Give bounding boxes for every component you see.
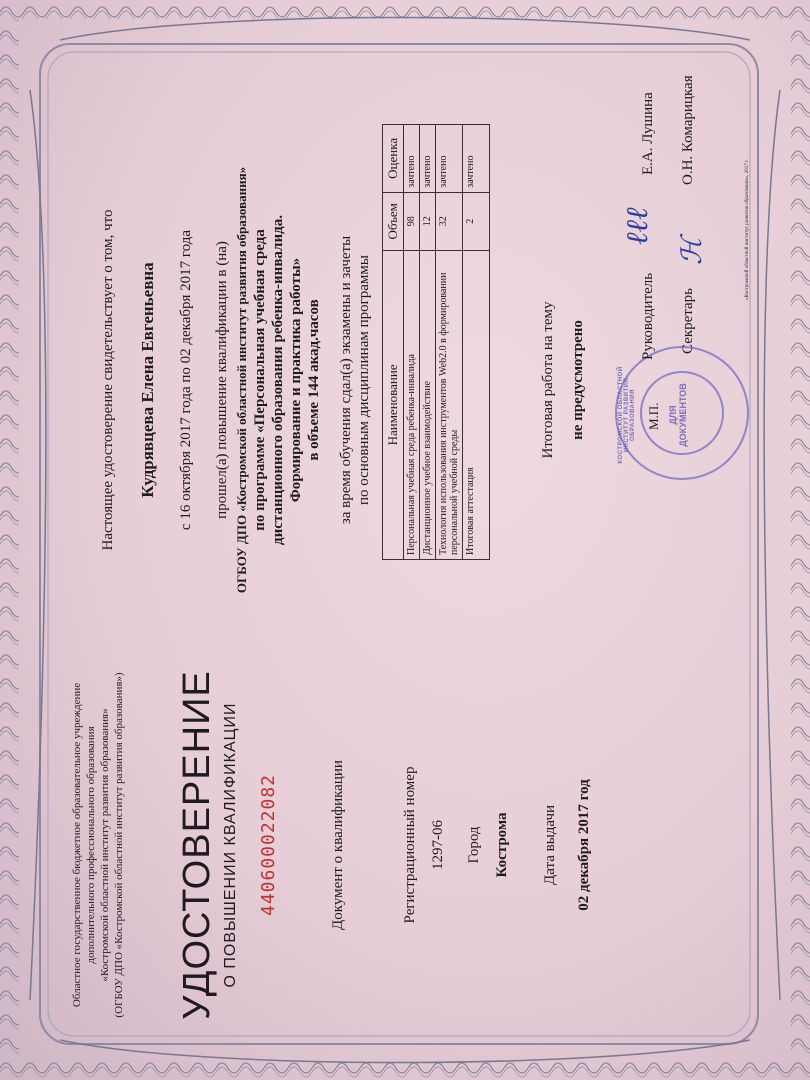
city-value: Кострома: [494, 812, 510, 878]
institution-line-1: Областное государственное бюджетное образовательное учреждение: [71, 682, 83, 1008]
row-name: Дистанционное учебное взаимодействие: [420, 250, 436, 559]
table-row: [463, 125, 490, 560]
period: с 16 октября 2017 года по 02 декабря 2017 года: [178, 229, 194, 531]
secretary-name: О.Н. Комарицкая: [680, 75, 696, 185]
issue-date: 02 декабря 2017 год: [576, 779, 592, 911]
program-line-3: Формирование и практика работы»: [288, 257, 304, 503]
reg-number: 1297-06: [430, 820, 446, 870]
exams-line-1: за время обучения сдал(а) экзамены и зачеты: [338, 235, 354, 525]
row-volume: 32: [436, 192, 463, 250]
document-title: УДОСТОВЕРЕНИЕ: [176, 670, 218, 1020]
document-subtitle: О ПОВЫШЕНИИ КВАЛИФИКАЦИИ: [222, 702, 239, 988]
table-header-volume: Объем: [383, 192, 404, 250]
seal-ring-text: КОСТРОМСКОЙ ОБЛАСТНОЙ ИНСТИТУТ РАЗВИТИЯ ОБРАЗОВАНИЯ: [618, 366, 636, 464]
serial-number: 440600022082: [258, 773, 279, 917]
table-row: [404, 125, 420, 560]
secretary-signature: ℋ: [675, 237, 708, 265]
mp-label: М.П.: [646, 402, 661, 430]
row-name: Персональная учебная среда ребенка-инвалида: [404, 250, 420, 559]
printer-note: «Костромской областной институт развития образования», 2017 г.: [745, 159, 750, 300]
organization: ОГБОУ ДПО «Костромской областной институт развития образования»: [234, 166, 249, 594]
secretary-label: Секретарь: [680, 287, 696, 354]
program-line-2: дистанционного образования ребенка-инвалида.: [270, 215, 286, 545]
issue-label: Дата выдачи: [542, 804, 558, 886]
row-volume: 12: [420, 192, 436, 250]
table-row: [420, 125, 436, 560]
final-work-value: не предусмотрено: [570, 320, 586, 440]
head-signature: ℓℓℓ: [620, 207, 655, 245]
exams-line-2: по основным дисциплинам программы: [356, 254, 372, 506]
doc-label: Документ о квалификации: [330, 760, 346, 930]
institution-line-3: «Костромской областной институт развития образования»: [99, 708, 111, 982]
seal-center-text: ДЛЯ ДОКУМЕНТОВ: [668, 383, 688, 447]
person-name: Кудрявцева Елена Евгеньевна: [138, 262, 157, 498]
table-header-name: Наименование: [383, 250, 404, 559]
table-row: [436, 125, 463, 560]
row-grade: зачтено: [436, 125, 463, 193]
program-volume: в объеме 144 акад.часов: [306, 299, 322, 461]
table-header-row: [383, 125, 404, 560]
final-work-label: Итоговая работа на тему: [540, 301, 556, 459]
row-volume: 2: [463, 192, 490, 250]
row-volume: 98: [404, 192, 420, 250]
head-name: Е.А. Лушина: [640, 92, 656, 175]
subjects-table: [382, 124, 490, 560]
row-name: Технология использования инструментов Web2.0 в формировании персональной учебной среды: [436, 250, 463, 559]
reg-label: Регистрационный номер: [402, 766, 418, 924]
row-grade: зачтено: [420, 125, 436, 193]
program-line-1: по программе «Персональная учебная среда: [252, 229, 268, 531]
row-grade: зачтено: [463, 125, 490, 193]
city-label: Город: [466, 826, 482, 864]
table-header-grade: Оценка: [383, 125, 404, 193]
head-label: Руководитель: [640, 272, 656, 360]
institution-line-4: (ОГБОУ ДПО «Костромской областной институт развития образования»): [113, 672, 125, 1018]
row-grade: зачтено: [404, 125, 420, 193]
row-name: Итоговая аттестация: [463, 250, 490, 559]
intro-text: Настоящее удостоверение свидетельствует о том, что: [100, 209, 116, 551]
passed-text: прошел(а) повышение квалификации в (на): [214, 241, 230, 519]
institution-line-2: дополнительного профессионального образования: [85, 726, 97, 964]
